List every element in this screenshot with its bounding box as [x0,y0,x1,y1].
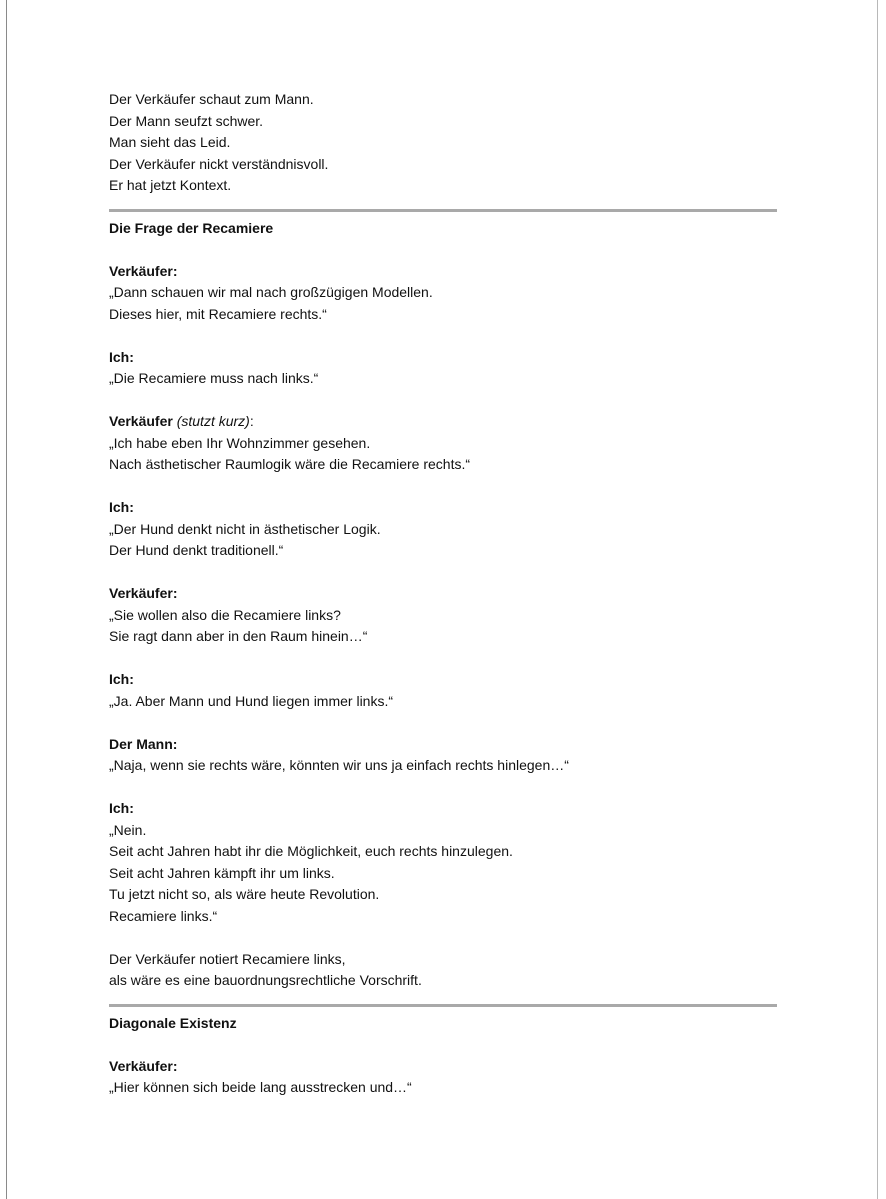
speaker-label: Ich: [109,800,134,816]
section-heading: Die Frage der Recamiere [109,219,274,236]
dialogue-line: „Ja. Aber Mann und Hund liegen immer links.“ [109,692,394,709]
dialogue-block [109,669,777,712]
document-content [109,89,777,1099]
speaker-label: Ich: [109,671,134,687]
speaker-label: Verkäufer: [109,262,178,279]
narration-line: Der Verkäufer nickt verständnisvoll. [109,155,329,172]
narration-line: Er hat jetzt Kontext. [109,177,232,193]
dialogue-line: Tu jetzt nicht so, als wäre heute Revolution. [109,886,380,902]
dialogue-line: Recamiere links.“ [109,907,218,924]
speaker-label: Verkäufer: [109,585,178,601]
dialogue-line: „Sie wollen also die Recamiere links? [109,606,341,623]
dialogue-block [109,798,777,927]
speaker-label: Ich: [109,499,134,515]
section-divider [109,1004,777,1007]
dialogue-line: „Nein. [109,821,147,838]
dialogue-block [109,261,777,326]
speaker-label-with-stage-direction [109,411,777,433]
intro-narration [109,89,777,197]
dialogue-line: „Ich habe eben Ihr Wohnzimmer gesehen. [109,434,371,451]
dialogue-line: Seit acht Jahren kämpft ihr um links. [109,864,335,881]
speaker-label: Verkäufer: [109,1057,178,1074]
narration-line: als wäre es eine bauordnungsrechtliche Vorschrift. [109,972,422,988]
dialogue-line: Seit acht Jahren habt ihr die Möglichkeit, euch rechts hinzulegen. [109,843,513,859]
section-die-frage-der-recamiere [109,218,777,992]
section-divider [109,209,777,212]
narration-line: Der Mann seufzt schwer. [109,112,264,129]
narration-line: Der Verkäufer notiert Recamiere links, [109,950,346,967]
dialogue-line: „Die Recamiere muss nach links.“ [109,370,319,386]
dialogue-line: „Naja, wenn sie rechts wäre, könnten wir uns ja einfach rechts hinlegen…“ [109,757,569,773]
dialogue-block [109,411,777,476]
speaker-label: Ich: [109,348,134,365]
section-diagonale-existenz [109,1013,777,1099]
stage-direction: (stutzt kurz) [176,413,250,429]
dialogue-block [109,734,777,777]
narration-line: Der Verkäufer schaut zum Mann. [109,91,314,107]
narration-line: Man sieht das Leid. [109,134,231,150]
speaker-label: Der Mann: [109,735,178,752]
narration-block [109,949,777,992]
dialogue-line: Dieses hier, mit Recamiere rechts.“ [109,305,327,322]
dialogue-line: Nach ästhetischer Raumlogik wäre die Recamiere rechts.“ [109,456,471,472]
dialogue-block [109,583,777,648]
dialogue-line: „Hier können sich beide lang ausstrecken und…“ [109,1079,412,1095]
dialogue-line: Sie ragt dann aber in den Raum hinein…“ [109,628,368,644]
page-edge-left [6,0,7,1199]
section-heading: Diagonale Existenz [109,1014,237,1031]
dialogue-line: „Dann schauen wir mal nach großzügigen Modellen. [109,284,433,300]
dialogue-block [109,497,777,562]
dialogue-line: Der Hund denkt traditionell.“ [109,542,284,558]
page-edge-right [877,0,878,1199]
dialogue-line: „Der Hund denkt nicht in ästhetischer Logik. [109,520,381,537]
speaker-colon: : [249,413,254,429]
speaker-label: Verkäufer [109,413,173,429]
dialogue-block [109,347,777,390]
dialogue-block [109,1056,777,1099]
